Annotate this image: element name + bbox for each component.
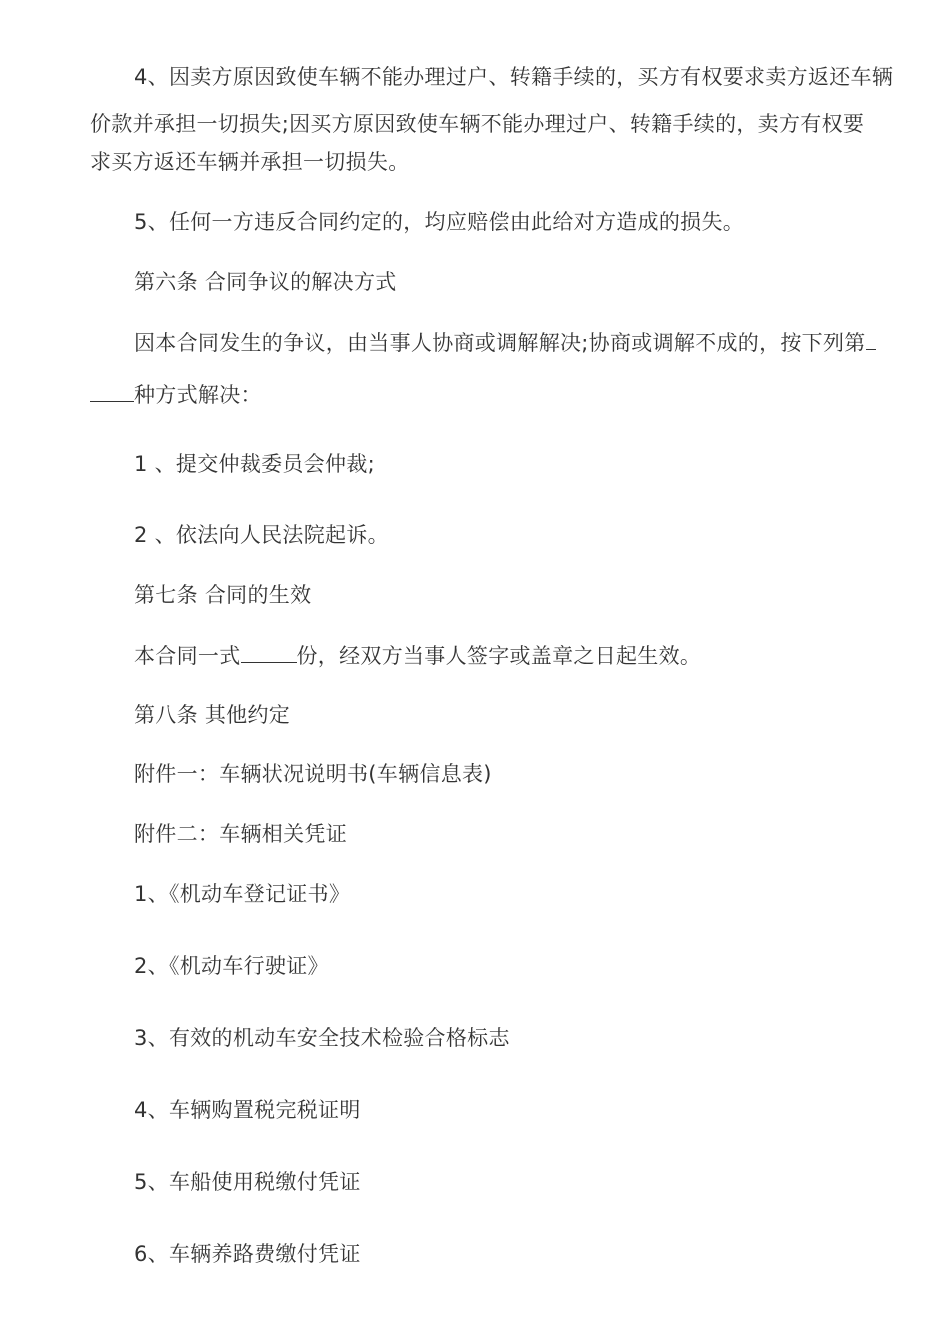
article-6-option-2: 2 、依法向人民法院起诉。 <box>134 523 389 547</box>
attachment-item: 1、《机动车登记证书》 <box>134 882 351 906</box>
article-8-heading: 第八条 其他约定 <box>134 703 291 727</box>
article-6-heading: 第六条 合同争议的解决方式 <box>134 270 397 294</box>
article-6-intro-suffix: 种方式解决： <box>134 383 262 407</box>
attachment-2-heading: 附件二：车辆相关凭证 <box>134 822 347 846</box>
attachment-item: 5、车船使用税缴付凭证 <box>134 1170 361 1194</box>
article-6-intro-line-1 <box>134 327 876 358</box>
article-6-option-1: 1 、提交仲裁委员会仲裁; <box>134 452 376 476</box>
copies-blank <box>241 640 297 663</box>
article-6-choice-blank <box>90 379 134 402</box>
attachment-1: 附件一：车辆状况说明书(车辆信息表) <box>134 762 492 786</box>
attachment-item: 6、车辆养路费缴付凭证 <box>134 1242 361 1266</box>
article-7-text <box>134 640 701 671</box>
article-6-intro-text: 因本合同发生的争议，由当事人协商或调解解决;协商或调解不成的，按下列第 <box>134 331 866 355</box>
article-7-text-suffix: 份，经双方当事人签字或盖章之日起生效。 <box>296 644 702 668</box>
article-6-choice-blank-start <box>866 327 876 350</box>
clause-4-line-2: 价款并承担一切损失;因买方原因致使车辆不能办理过户、转籍手续的，卖方有权要 <box>90 112 865 136</box>
clause-5: 5、任何一方违反合同约定的，均应赔偿由此给对方造成的损失。 <box>134 210 745 234</box>
clause-4-line-1: 4、因卖方原因致使车辆不能办理过户、转籍手续的，买方有权要求卖方返还车辆 <box>134 65 894 89</box>
attachment-item: 2、《机动车行驶证》 <box>134 954 329 978</box>
article-7-heading: 第七条 合同的生效 <box>134 583 312 607</box>
attachment-item: 4、车辆购置税完税证明 <box>134 1098 361 1122</box>
clause-4-line-3: 求买方返还车辆并承担一切损失。 <box>90 150 410 174</box>
article-6-intro-line-2 <box>90 379 262 410</box>
article-7-text-prefix: 本合同一式 <box>134 644 241 668</box>
attachment-item: 3、有效的机动车安全技术检验合格标志 <box>134 1026 510 1050</box>
